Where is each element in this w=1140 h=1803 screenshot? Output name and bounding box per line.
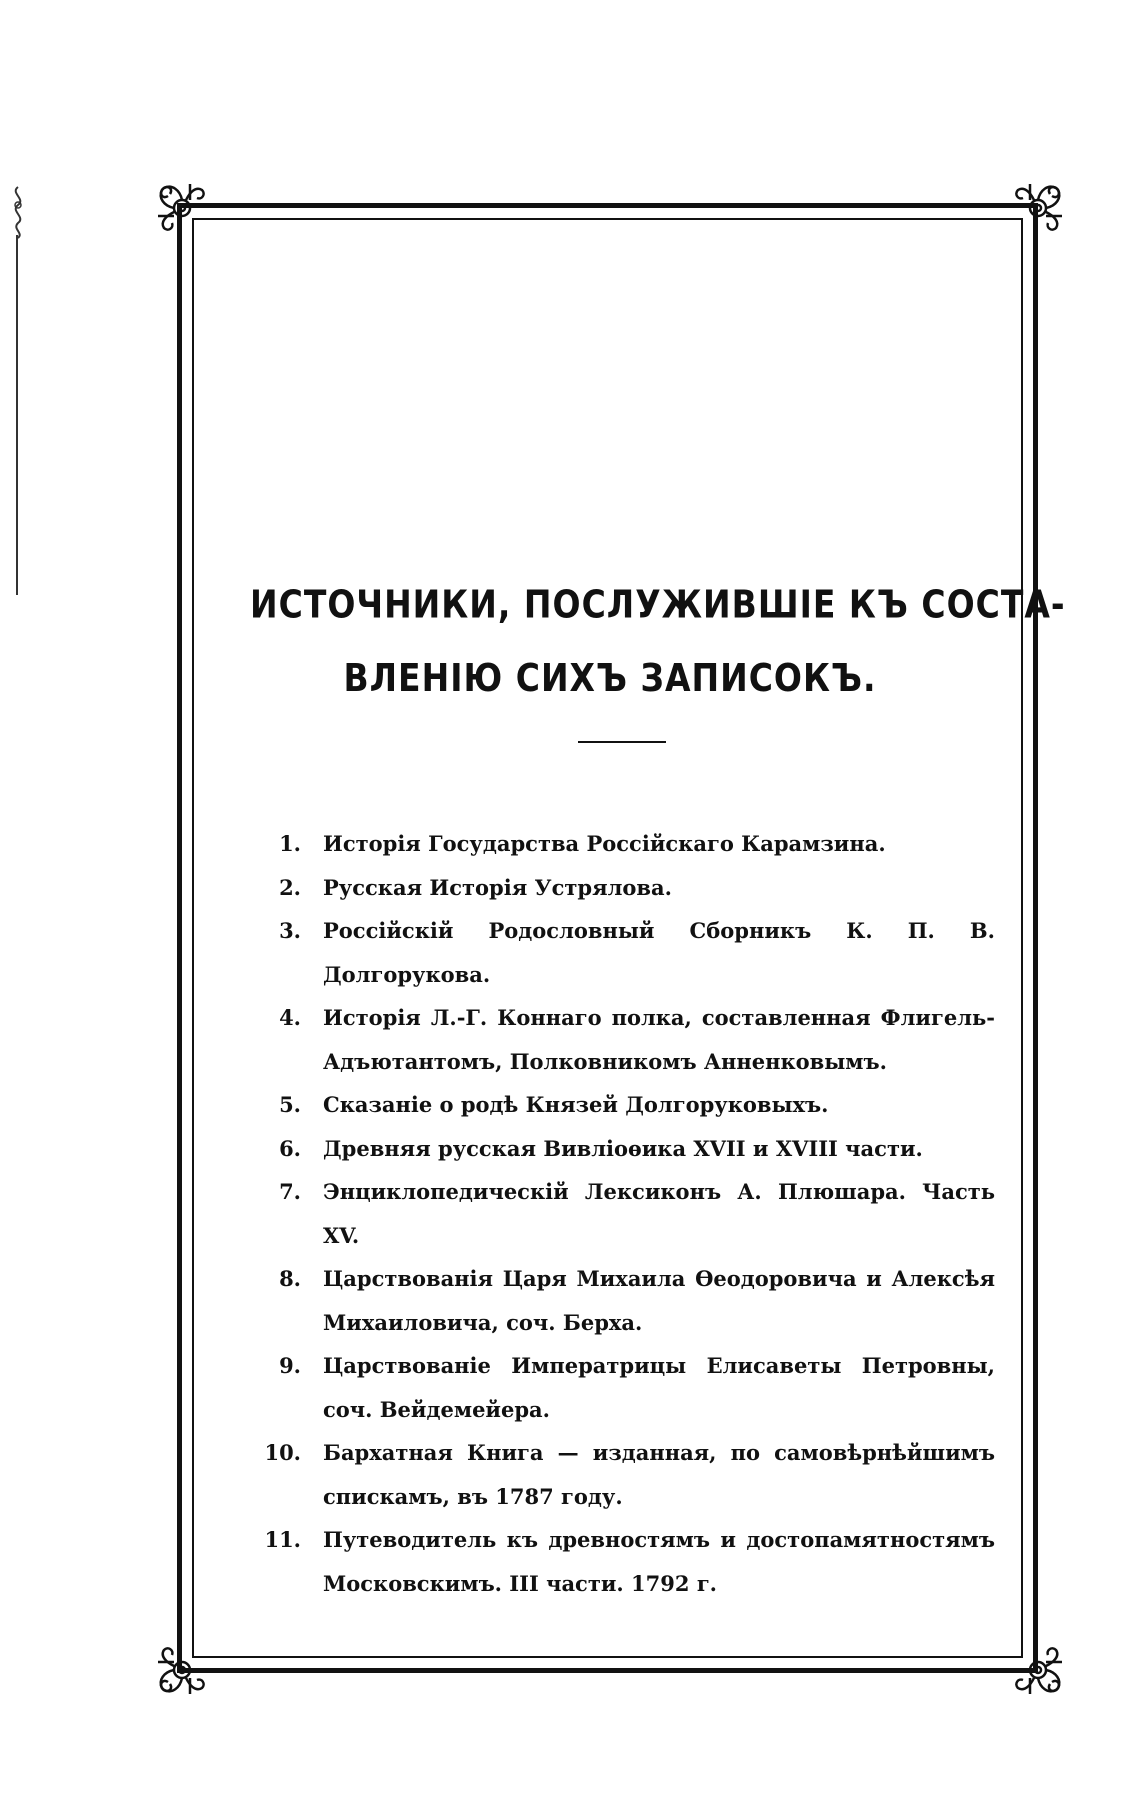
list-item <box>255 1518 995 1605</box>
item-number: 5. <box>279 1092 301 1117</box>
item-text: Русская Исторія Устрялова. <box>323 874 672 900</box>
list-item <box>255 1257 995 1344</box>
corner-flourish-icon <box>990 176 1070 256</box>
list-item <box>255 822 995 866</box>
corner-flourish-icon <box>150 176 230 256</box>
list-item <box>255 1127 995 1171</box>
list-item <box>255 1170 995 1257</box>
item-text: Исторія Л.-Г. Коннаго полка, составленная Флигель-Адъютантомъ, Полковникомъ Анненковымъ. <box>323 1005 995 1074</box>
list-item <box>255 1083 995 1127</box>
title-line-2: ВЛЕНІЮ СИХЪ ЗАПИСОКЪ. <box>343 655 877 701</box>
item-text: Древняя русская Вивліоѳика XVII и XVIII части. <box>323 1135 923 1161</box>
item-number: 6. <box>279 1135 301 1161</box>
list-item <box>255 996 995 1083</box>
item-text: Путеводитель къ древностямъ и достопамятностямъ Московскимъ. III части. 1792 г. <box>323 1527 995 1596</box>
item-number: 8. <box>279 1266 301 1291</box>
list-item <box>255 909 995 996</box>
corner-flourish-icon <box>150 1622 230 1702</box>
corner-flourish-icon <box>990 1622 1070 1702</box>
list-item <box>255 1431 995 1518</box>
item-number: 2. <box>279 874 301 900</box>
item-number: 1. <box>279 831 301 856</box>
item-text: Исторія Государства Россійскаго Карамзина. <box>323 831 886 856</box>
item-number: 9. <box>279 1353 301 1378</box>
margin-ornament-icon <box>6 185 30 240</box>
sources-list <box>255 822 995 1605</box>
item-number: 7. <box>279 1179 301 1204</box>
item-text: Сказаніе о родѣ Князей Долгоруковыхъ. <box>323 1092 829 1117</box>
margin-line <box>16 235 18 595</box>
list-item <box>255 1344 995 1431</box>
item-number: 10. <box>264 1440 301 1465</box>
item-number: 11. <box>264 1527 301 1552</box>
page-title <box>250 568 1066 715</box>
item-text: Бархатная Книга — изданная, по самовѣрнѣйшимъ спискамъ, въ 1787 году. <box>323 1440 995 1509</box>
item-number: 4. <box>279 1005 301 1030</box>
title-divider <box>578 741 666 743</box>
item-number: 3. <box>279 918 301 943</box>
list-item <box>255 866 995 910</box>
title-line-1: ИСТОЧНИКИ, ПОСЛУЖИВШІЕ КЪ СОСТА- <box>250 581 1066 627</box>
item-text: Россійскій Родословный Сборникъ К. П. В. Долгорукова. <box>323 918 995 987</box>
item-text: Царствованія Царя Михаила Ѳеодоровича и Алексѣя Михаиловича, соч. Берха. <box>323 1266 995 1335</box>
item-text: Энциклопедическій Лексиконъ А. Плюшара. Часть XV. <box>323 1179 995 1248</box>
item-text: Царствованіе Императрицы Елисаветы Петровны, соч. Вейдемейера. <box>323 1353 995 1422</box>
